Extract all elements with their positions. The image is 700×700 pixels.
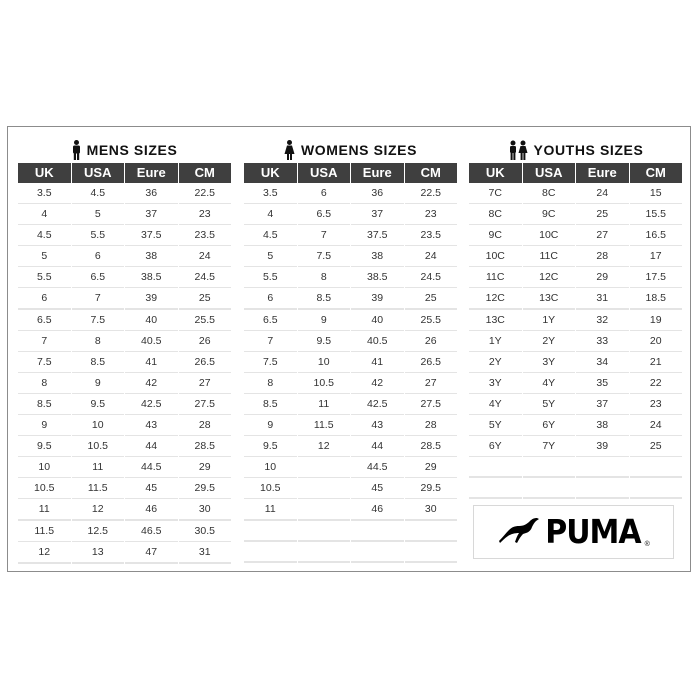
table-cell: 6 <box>298 183 351 205</box>
table-cell: 42 <box>351 373 404 395</box>
puma-logo <box>473 505 674 559</box>
table-cell: 36 <box>351 183 404 205</box>
table-cell: 6.5 <box>298 204 351 226</box>
table-cell: 35 <box>576 373 629 395</box>
table-cell: 1Y <box>469 331 522 353</box>
table-row <box>244 331 457 352</box>
table-row <box>18 521 231 542</box>
table-cell <box>576 478 629 499</box>
table-cell: 12C <box>523 267 576 289</box>
table-cell: 29.5 <box>405 478 458 500</box>
table-cell: 2Y <box>523 331 576 353</box>
table-row <box>469 246 682 267</box>
table-cell: 10 <box>298 352 351 374</box>
womens-title-text: WOMENS SIZES <box>300 142 418 158</box>
table-row <box>244 204 457 225</box>
table-cell: 32 <box>576 310 629 332</box>
table-cell: 6 <box>72 246 125 268</box>
womens-title <box>244 139 457 161</box>
table-row <box>244 478 457 499</box>
table-row <box>244 267 457 288</box>
table-cell: 24 <box>576 183 629 205</box>
table-row <box>18 373 231 394</box>
table-cell: 29 <box>405 457 458 479</box>
table-cell: 22.5 <box>405 183 458 205</box>
table-row <box>244 373 457 394</box>
table-cell <box>298 478 351 500</box>
table-cell: 23.5 <box>405 225 458 247</box>
table-row <box>18 499 231 520</box>
table-cell: 18.5 <box>630 288 683 310</box>
table-row <box>469 436 682 457</box>
table-cell: 8 <box>244 373 297 395</box>
table-row <box>18 183 231 204</box>
table-cell: 26.5 <box>405 352 458 374</box>
table-row <box>469 183 682 204</box>
table-cell: 9.5 <box>244 436 297 458</box>
table-cell: 25 <box>405 288 458 310</box>
header-eure: Eure <box>576 163 629 183</box>
table-row <box>18 331 231 352</box>
mens-section <box>18 139 231 563</box>
table-cell: 8.5 <box>72 352 125 374</box>
table-cell: 10 <box>244 457 297 479</box>
table-cell <box>351 521 404 542</box>
table-cell: 4Y <box>469 394 522 416</box>
table-cell: 27.5 <box>405 394 458 416</box>
table-cell: 38 <box>351 246 404 268</box>
table-row <box>18 204 231 225</box>
table-cell <box>405 542 458 563</box>
table-cell: 37 <box>576 394 629 416</box>
table-cell: 11C <box>469 267 522 289</box>
table-cell: 27 <box>179 373 232 395</box>
table-cell: 40.5 <box>351 331 404 353</box>
table-cell <box>298 499 351 521</box>
woman-icon <box>284 140 295 160</box>
table-cell: 41 <box>125 352 178 374</box>
table-cell: 10.5 <box>298 373 351 395</box>
table-cell <box>630 478 683 499</box>
table-cell: 6 <box>18 288 71 310</box>
table-row <box>18 394 231 415</box>
youths-title <box>469 139 682 161</box>
table-cell: 23.5 <box>179 225 232 247</box>
table-cell: 9 <box>244 415 297 437</box>
table-cell: 5.5 <box>244 267 297 289</box>
table-cell: 8.5 <box>298 288 351 310</box>
table-cell: 4.5 <box>18 225 71 247</box>
table-cell: 28 <box>405 415 458 437</box>
table-cell: 24.5 <box>405 267 458 289</box>
table-row <box>469 478 682 499</box>
table-cell <box>523 478 576 499</box>
table-cell: 6Y <box>469 436 522 458</box>
table-cell: 46.5 <box>125 521 178 543</box>
table-row <box>18 457 231 478</box>
table-cell: 25.5 <box>179 310 232 332</box>
table-cell: 11 <box>72 457 125 479</box>
table-cell: 7C <box>469 183 522 205</box>
table-cell: 5Y <box>523 394 576 416</box>
table-cell: 10C <box>469 246 522 268</box>
table-cell: 13 <box>72 542 125 564</box>
table-cell: 11 <box>18 499 71 521</box>
table-cell: 39 <box>351 288 404 310</box>
table-cell: 26 <box>405 331 458 353</box>
table-cell: 38.5 <box>125 267 178 289</box>
table-row <box>469 204 682 225</box>
table-cell <box>469 478 522 499</box>
table-cell: 37.5 <box>125 225 178 247</box>
table-cell: 31 <box>576 288 629 310</box>
table-cell <box>576 457 629 478</box>
table-row <box>244 246 457 267</box>
mens-rows <box>18 183 231 563</box>
table-cell: 4 <box>18 204 71 226</box>
table-cell: 13C <box>523 288 576 310</box>
table-cell: 38 <box>576 415 629 437</box>
table-cell <box>523 457 576 478</box>
table-cell: 17 <box>630 246 683 268</box>
table-cell: 45 <box>351 478 404 500</box>
table-cell: 38 <box>125 246 178 268</box>
table-cell: 7 <box>72 288 125 310</box>
youths-title-text: YOUTHS SIZES <box>533 142 644 158</box>
table-row <box>18 225 231 246</box>
womens-header <box>244 163 457 183</box>
table-cell: 11C <box>523 246 576 268</box>
table-cell: 7 <box>298 225 351 247</box>
table-row <box>244 183 457 204</box>
table-cell: 3.5 <box>18 183 71 205</box>
table-row <box>18 352 231 373</box>
table-cell: 17.5 <box>630 267 683 289</box>
table-cell: 10.5 <box>72 436 125 458</box>
table-cell: 7.5 <box>244 352 297 374</box>
table-cell: 40 <box>351 310 404 332</box>
table-cell: 26.5 <box>179 352 232 374</box>
table-cell: 22.5 <box>179 183 232 205</box>
table-cell: 24 <box>179 246 232 268</box>
table-row <box>244 415 457 436</box>
table-cell <box>298 457 351 479</box>
table-cell: 12 <box>72 499 125 521</box>
table-cell: 43 <box>125 415 178 437</box>
table-cell: 4.5 <box>244 225 297 247</box>
table-cell: 28.5 <box>179 436 232 458</box>
table-cell: 24.5 <box>179 267 232 289</box>
table-cell <box>244 521 297 542</box>
table-cell: 28.5 <box>405 436 458 458</box>
youths-header <box>469 163 682 183</box>
table-cell: 9 <box>18 415 71 437</box>
table-cell: 40 <box>125 310 178 332</box>
table-cell: 7 <box>18 331 71 353</box>
table-cell: 25.5 <box>405 310 458 332</box>
table-cell: 5 <box>244 246 297 268</box>
header-uk: UK <box>244 163 297 183</box>
table-cell: 8C <box>523 183 576 205</box>
table-cell: 5 <box>72 204 125 226</box>
table-cell: 12 <box>18 542 71 564</box>
table-row <box>244 542 457 563</box>
table-cell: 5 <box>18 246 71 268</box>
table-cell: 7Y <box>523 436 576 458</box>
table-row <box>469 394 682 415</box>
table-cell: 39 <box>125 288 178 310</box>
table-cell: 44 <box>125 436 178 458</box>
table-cell: 1Y <box>523 310 576 332</box>
table-cell: 8 <box>18 373 71 395</box>
table-cell: 43 <box>351 415 404 437</box>
table-cell: 9C <box>523 204 576 226</box>
table-cell: 22 <box>630 373 683 395</box>
table-cell: 10.5 <box>18 478 71 500</box>
table-cell <box>351 542 404 563</box>
header-uk: UK <box>18 163 71 183</box>
table-cell: 10C <box>523 225 576 247</box>
table-cell: 6 <box>244 288 297 310</box>
youths-rows <box>469 183 682 499</box>
table-cell: 24 <box>630 415 683 437</box>
table-cell: 25 <box>179 288 232 310</box>
table-cell: 25 <box>630 436 683 458</box>
table-cell: 8 <box>298 267 351 289</box>
table-cell: 15.5 <box>630 204 683 226</box>
table-cell: 28 <box>179 415 232 437</box>
header-usa: USA <box>523 163 576 183</box>
header-cm: CM <box>630 163 683 183</box>
table-cell: 41 <box>351 352 404 374</box>
table-cell: 5Y <box>469 415 522 437</box>
table-cell: 8.5 <box>18 394 71 416</box>
table-cell: 3.5 <box>244 183 297 205</box>
table-row <box>469 331 682 352</box>
mens-title <box>18 139 231 161</box>
header-usa: USA <box>298 163 351 183</box>
table-cell: 11.5 <box>298 415 351 437</box>
table-cell: 27 <box>576 225 629 247</box>
table-row <box>18 288 231 309</box>
womens-rows <box>244 183 457 563</box>
table-cell: 24 <box>405 246 458 268</box>
table-row <box>244 499 457 520</box>
table-cell: 3Y <box>523 352 576 374</box>
header-cm: CM <box>405 163 458 183</box>
table-cell: 34 <box>576 352 629 374</box>
table-cell: 12C <box>469 288 522 310</box>
header-uk: UK <box>469 163 522 183</box>
table-row <box>469 225 682 246</box>
table-cell: 9.5 <box>18 436 71 458</box>
header-eure: Eure <box>125 163 178 183</box>
table-cell: 11 <box>298 394 351 416</box>
registered-mark: ® <box>644 541 650 548</box>
table-cell: 11.5 <box>18 521 71 543</box>
header-eure: Eure <box>351 163 404 183</box>
table-cell: 7.5 <box>18 352 71 374</box>
mens-header <box>18 163 231 183</box>
table-cell: 9 <box>298 310 351 332</box>
table-cell: 27.5 <box>179 394 232 416</box>
table-cell: 30.5 <box>179 521 232 543</box>
table-row <box>469 457 682 478</box>
table-cell: 7 <box>244 331 297 353</box>
table-cell: 46 <box>125 499 178 521</box>
table-cell: 12.5 <box>72 521 125 543</box>
table-cell: 4 <box>244 204 297 226</box>
table-cell: 42.5 <box>351 394 404 416</box>
table-cell <box>298 521 351 542</box>
table-cell: 31 <box>179 542 232 564</box>
table-cell <box>469 457 522 478</box>
puma-cat-icon <box>497 515 541 550</box>
table-row <box>244 457 457 478</box>
table-cell: 10 <box>18 457 71 479</box>
table-row <box>469 267 682 288</box>
table-cell: 20 <box>630 331 683 353</box>
table-cell: 6.5 <box>244 310 297 332</box>
table-cell: 45 <box>125 478 178 500</box>
table-cell: 2Y <box>469 352 522 374</box>
table-cell: 8C <box>469 204 522 226</box>
table-cell: 46 <box>351 499 404 521</box>
table-cell: 26 <box>179 331 232 353</box>
table-cell: 37 <box>351 204 404 226</box>
womens-section <box>244 139 457 563</box>
header-cm: CM <box>179 163 232 183</box>
youths-section <box>469 139 682 499</box>
table-cell: 9 <box>72 373 125 395</box>
table-cell: 40.5 <box>125 331 178 353</box>
table-cell: 44.5 <box>125 457 178 479</box>
table-cell: 10.5 <box>244 478 297 500</box>
table-row <box>18 415 231 436</box>
table-row <box>469 310 682 331</box>
table-cell: 8.5 <box>244 394 297 416</box>
table-cell: 38.5 <box>351 267 404 289</box>
table-row <box>244 436 457 457</box>
table-cell: 16.5 <box>630 225 683 247</box>
table-cell: 5.5 <box>72 225 125 247</box>
table-cell: 7.5 <box>298 246 351 268</box>
table-cell: 47 <box>125 542 178 564</box>
table-cell: 36 <box>125 183 178 205</box>
table-row <box>18 542 231 563</box>
table-cell: 15 <box>630 183 683 205</box>
table-row <box>244 521 457 542</box>
table-row <box>18 310 231 331</box>
table-cell: 44.5 <box>351 457 404 479</box>
mens-title-text: MENS SIZES <box>86 142 178 158</box>
table-cell: 19 <box>630 310 683 332</box>
table-row <box>244 394 457 415</box>
puma-wordmark: PUMA <box>545 512 641 552</box>
table-cell: 3Y <box>469 373 522 395</box>
table-cell: 21 <box>630 352 683 374</box>
table-cell: 23 <box>630 394 683 416</box>
table-row <box>469 352 682 373</box>
table-row <box>18 478 231 499</box>
table-cell: 13C <box>469 310 522 332</box>
table-cell: 37.5 <box>351 225 404 247</box>
table-row <box>244 310 457 331</box>
table-cell: 12 <box>298 436 351 458</box>
man-icon <box>72 140 81 160</box>
table-cell: 42 <box>125 373 178 395</box>
table-cell: 42.5 <box>125 394 178 416</box>
children-icon <box>508 140 528 160</box>
table-cell <box>244 542 297 563</box>
table-cell: 5.5 <box>18 267 71 289</box>
table-cell: 10 <box>72 415 125 437</box>
table-cell: 6.5 <box>18 310 71 332</box>
table-cell: 29 <box>576 267 629 289</box>
table-cell: 25 <box>576 204 629 226</box>
table-cell: 44 <box>351 436 404 458</box>
table-cell: 11.5 <box>72 478 125 500</box>
table-cell: 33 <box>576 331 629 353</box>
table-cell: 37 <box>125 204 178 226</box>
table-cell: 28 <box>576 246 629 268</box>
table-cell: 39 <box>576 436 629 458</box>
table-cell: 27 <box>405 373 458 395</box>
table-cell: 30 <box>405 499 458 521</box>
table-row <box>18 246 231 267</box>
table-cell <box>298 542 351 563</box>
table-cell: 30 <box>179 499 232 521</box>
table-row <box>244 352 457 373</box>
table-cell: 4.5 <box>72 183 125 205</box>
table-row <box>18 436 231 457</box>
table-cell: 23 <box>179 204 232 226</box>
table-cell: 23 <box>405 204 458 226</box>
table-row <box>244 225 457 246</box>
table-cell <box>405 521 458 542</box>
header-usa: USA <box>72 163 125 183</box>
table-cell <box>630 457 683 478</box>
table-row <box>469 373 682 394</box>
table-row <box>18 267 231 288</box>
table-cell: 9.5 <box>298 331 351 353</box>
table-cell: 6.5 <box>72 267 125 289</box>
table-cell: 8 <box>72 331 125 353</box>
table-cell: 11 <box>244 499 297 521</box>
table-row <box>469 415 682 436</box>
table-row <box>244 288 457 309</box>
table-cell: 29 <box>179 457 232 479</box>
table-cell: 6Y <box>523 415 576 437</box>
table-cell: 9.5 <box>72 394 125 416</box>
table-cell: 9C <box>469 225 522 247</box>
table-cell: 29.5 <box>179 478 232 500</box>
table-cell: 7.5 <box>72 310 125 332</box>
table-row <box>469 288 682 309</box>
table-cell: 4Y <box>523 373 576 395</box>
